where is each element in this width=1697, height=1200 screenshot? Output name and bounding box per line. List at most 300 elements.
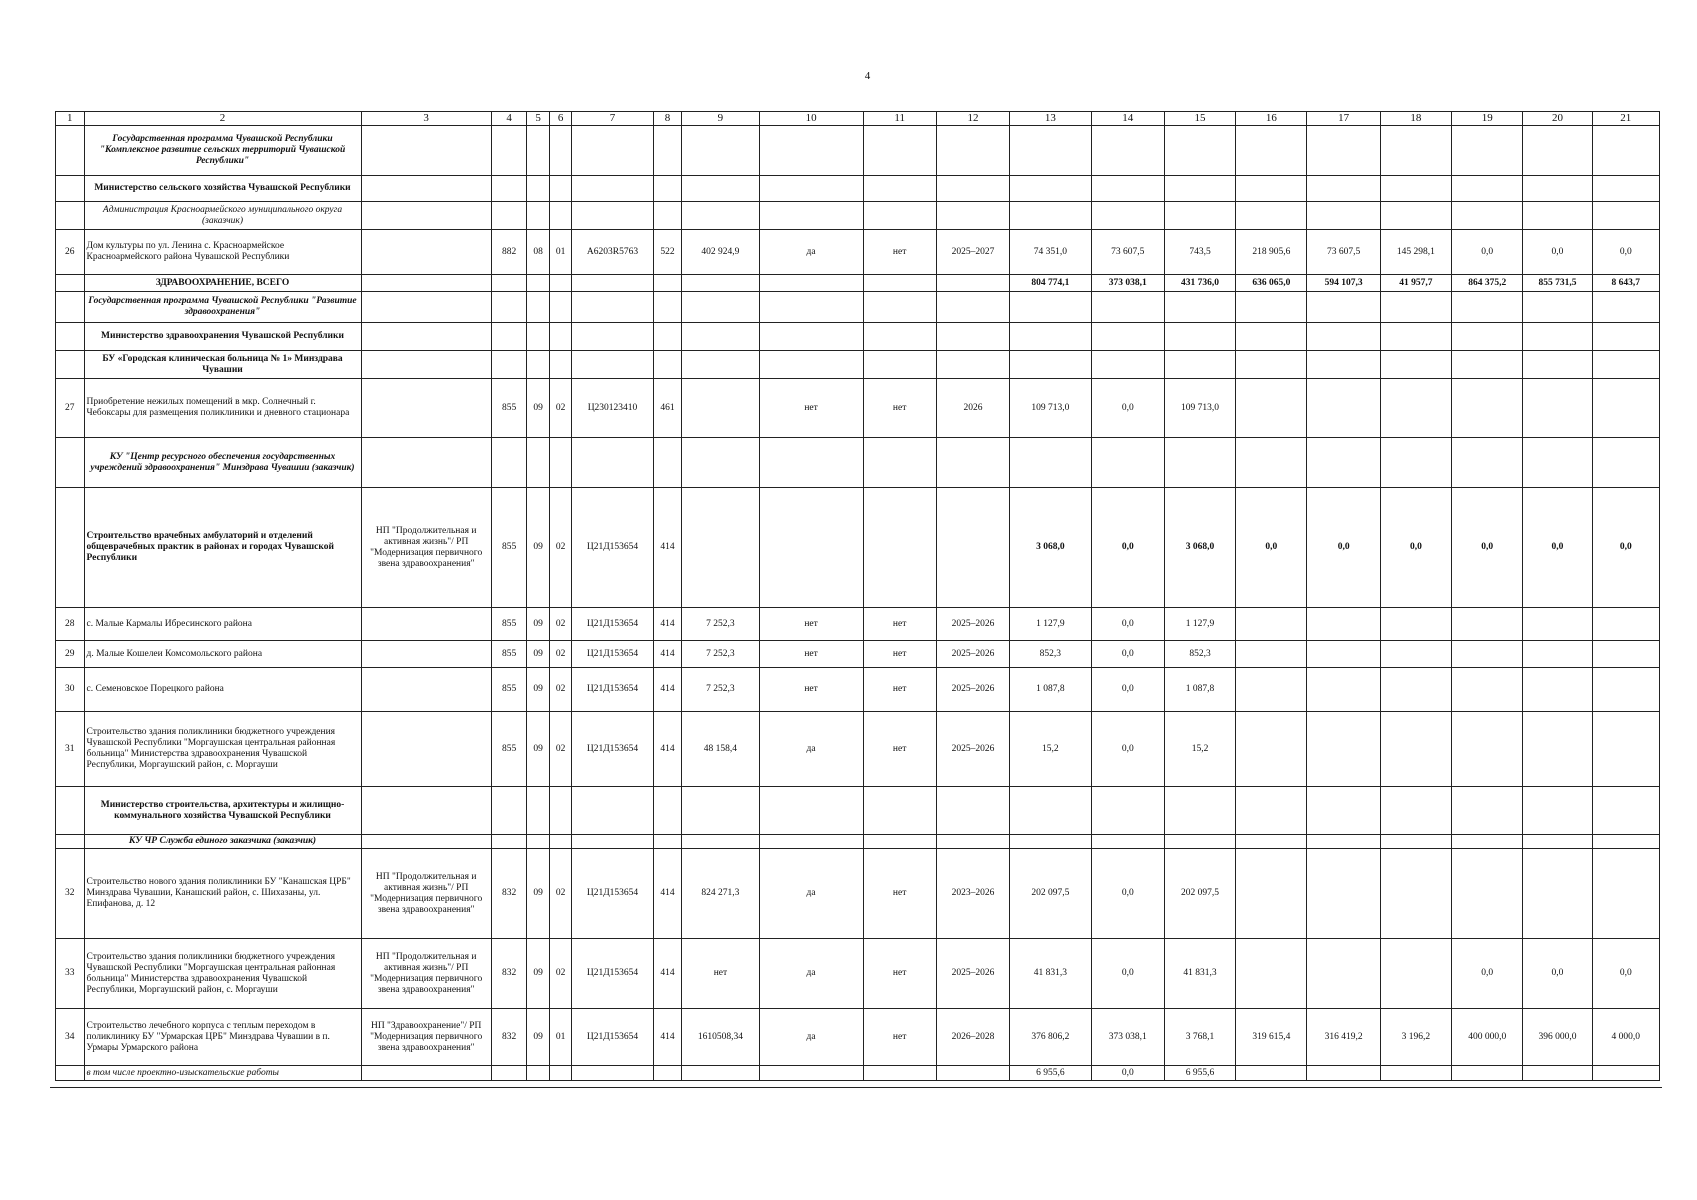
column-number-14: 14 bbox=[1091, 112, 1164, 126]
table-row bbox=[56, 488, 1660, 608]
table-row bbox=[56, 176, 1660, 202]
value-cell-col-18 bbox=[1380, 126, 1451, 176]
value-cell-col-4: 855 bbox=[491, 668, 527, 712]
value-cell-col-21 bbox=[1592, 126, 1659, 176]
row-name-cell: Строительство нового здания поликлиники БУ "Канашская ЦРБ" Минздрава Чувашии, Канашский район, с. Шихазаны, ул. Епифанова, д. 12 bbox=[84, 849, 361, 939]
value-cell-col-13 bbox=[1010, 438, 1091, 488]
value-cell-col-9 bbox=[682, 379, 759, 438]
value-cell-col-19 bbox=[1452, 438, 1523, 488]
value-cell-col-14 bbox=[1091, 323, 1164, 351]
table-row bbox=[56, 379, 1660, 438]
value-cell-col-16: 636 065,0 bbox=[1236, 275, 1307, 292]
value-cell-col-5 bbox=[527, 275, 549, 292]
row-name-cell: Строительство здания поликлиники бюджетного учреждения Чувашской Республики "Моргаушская центральная районная больница" Министерства здравоохранения Чувашской Республики, Моргаушский район, с. Моргауши bbox=[84, 712, 361, 787]
value-cell-col-7: Ц21Д153654 bbox=[572, 668, 653, 712]
value-cell-col-14: 0,0 bbox=[1091, 1066, 1164, 1081]
value-cell-col-17 bbox=[1307, 835, 1380, 849]
value-cell-col-4: 855 bbox=[491, 712, 527, 787]
value-cell-col-21: 0,0 bbox=[1592, 939, 1659, 1009]
value-cell-col-3 bbox=[361, 351, 491, 379]
value-cell-col-11 bbox=[863, 323, 936, 351]
value-cell-col-3 bbox=[361, 668, 491, 712]
value-cell-col-17 bbox=[1307, 176, 1380, 202]
value-cell-col-19 bbox=[1452, 668, 1523, 712]
value-cell-col-8 bbox=[653, 126, 682, 176]
value-cell-col-6 bbox=[549, 275, 571, 292]
value-cell-col-5 bbox=[527, 1066, 549, 1081]
value-cell-col-7 bbox=[572, 835, 653, 849]
value-cell-col-12: 2025–2027 bbox=[936, 230, 1009, 275]
value-cell-col-12 bbox=[936, 1066, 1009, 1081]
value-cell-col-14: 0,0 bbox=[1091, 608, 1164, 641]
value-cell-col-13 bbox=[1010, 835, 1091, 849]
value-cell-col-18 bbox=[1380, 323, 1451, 351]
row-name-cell: д. Малые Кошелеи Комсомольского района bbox=[84, 641, 361, 668]
value-cell-col-13: 3 068,0 bbox=[1010, 488, 1091, 608]
value-cell-col-3 bbox=[361, 608, 491, 641]
value-cell-col-20 bbox=[1523, 641, 1592, 668]
value-cell-col-14 bbox=[1091, 787, 1164, 835]
value-cell-col-13 bbox=[1010, 787, 1091, 835]
value-cell-col-9 bbox=[682, 323, 759, 351]
value-cell-col-8 bbox=[653, 351, 682, 379]
value-cell-col-15: 6 955,6 bbox=[1164, 1066, 1235, 1081]
value-cell-col-13 bbox=[1010, 351, 1091, 379]
row-name-cell: Дом культуры по ул. Ленина с. Красноармейское Красноармейского района Чувашской Республики bbox=[84, 230, 361, 275]
row-name-cell: Государственная программа Чувашской Республики "Комплексное развитие сельских территорий Чувашской Республики" bbox=[84, 126, 361, 176]
value-cell-col-4: 832 bbox=[491, 939, 527, 1009]
value-cell-col-10: да bbox=[759, 230, 863, 275]
value-cell-col-9 bbox=[682, 351, 759, 379]
value-cell-col-10: да bbox=[759, 712, 863, 787]
value-cell-col-21 bbox=[1592, 438, 1659, 488]
value-cell-col-4: 882 bbox=[491, 230, 527, 275]
value-cell-col-19 bbox=[1452, 849, 1523, 939]
value-cell-col-20 bbox=[1523, 351, 1592, 379]
value-cell-col-7: Ц21Д153654 bbox=[572, 641, 653, 668]
value-cell-col-12 bbox=[936, 351, 1009, 379]
value-cell-col-10 bbox=[759, 275, 863, 292]
value-cell-col-13 bbox=[1010, 323, 1091, 351]
value-cell-col-3: НП "Продолжительная и активная жизнь"/ РП "Модернизация первичного звена здравоохранения" bbox=[361, 488, 491, 608]
value-cell-col-19 bbox=[1452, 126, 1523, 176]
value-cell-col-4 bbox=[491, 202, 527, 230]
table-row bbox=[56, 1066, 1660, 1081]
value-cell-col-5 bbox=[527, 787, 549, 835]
table-row bbox=[56, 275, 1660, 292]
column-number-20: 20 bbox=[1523, 112, 1592, 126]
value-cell-col-16 bbox=[1236, 939, 1307, 1009]
value-cell-col-21: 0,0 bbox=[1592, 488, 1659, 608]
row-number-cell: 30 bbox=[56, 668, 85, 712]
value-cell-col-20 bbox=[1523, 787, 1592, 835]
value-cell-col-19 bbox=[1452, 176, 1523, 202]
row-name-cell: Администрация Красноармейского муниципального округа (заказчик) bbox=[84, 202, 361, 230]
value-cell-col-6 bbox=[549, 323, 571, 351]
value-cell-col-17 bbox=[1307, 641, 1380, 668]
row-name-cell: Строительство врачебных амбулаторий и отделений общеврачебных практик в районах и городах Чувашской Республики bbox=[84, 488, 361, 608]
value-cell-col-12: 2026–2028 bbox=[936, 1009, 1009, 1066]
value-cell-col-4 bbox=[491, 438, 527, 488]
value-cell-col-3 bbox=[361, 438, 491, 488]
value-cell-col-18 bbox=[1380, 849, 1451, 939]
row-name-cell: Министерство сельского хозяйства Чувашской Республики bbox=[84, 176, 361, 202]
value-cell-col-4 bbox=[491, 126, 527, 176]
value-cell-col-6: 02 bbox=[549, 641, 571, 668]
value-cell-col-3: НП "Продолжительная и активная жизнь"/ РП "Модернизация первичного звена здравоохранения" bbox=[361, 849, 491, 939]
value-cell-col-11: нет bbox=[863, 668, 936, 712]
row-number-cell bbox=[56, 438, 85, 488]
value-cell-col-9: 7 252,3 bbox=[682, 641, 759, 668]
value-cell-col-20 bbox=[1523, 126, 1592, 176]
value-cell-col-11 bbox=[863, 835, 936, 849]
value-cell-col-9 bbox=[682, 488, 759, 608]
value-cell-col-15: 743,5 bbox=[1164, 230, 1235, 275]
value-cell-col-9: 7 252,3 bbox=[682, 608, 759, 641]
row-number-cell bbox=[56, 323, 85, 351]
table-row bbox=[56, 323, 1660, 351]
value-cell-col-7 bbox=[572, 1066, 653, 1081]
value-cell-col-18 bbox=[1380, 176, 1451, 202]
value-cell-col-13: 804 774,1 bbox=[1010, 275, 1091, 292]
value-cell-col-18 bbox=[1380, 202, 1451, 230]
value-cell-col-9: нет bbox=[682, 939, 759, 1009]
value-cell-col-6 bbox=[549, 126, 571, 176]
value-cell-col-12: 2025–2026 bbox=[936, 668, 1009, 712]
value-cell-col-10 bbox=[759, 787, 863, 835]
value-cell-col-4: 832 bbox=[491, 1009, 527, 1066]
value-cell-col-5: 09 bbox=[527, 608, 549, 641]
table-row bbox=[56, 668, 1660, 712]
value-cell-col-18: 145 298,1 bbox=[1380, 230, 1451, 275]
value-cell-col-12: 2025–2026 bbox=[936, 641, 1009, 668]
value-cell-col-9 bbox=[682, 787, 759, 835]
value-cell-col-17 bbox=[1307, 608, 1380, 641]
value-cell-col-16 bbox=[1236, 712, 1307, 787]
column-number-4: 4 bbox=[491, 112, 527, 126]
value-cell-col-12 bbox=[936, 787, 1009, 835]
value-cell-col-5: 09 bbox=[527, 712, 549, 787]
value-cell-col-16 bbox=[1236, 835, 1307, 849]
table-row bbox=[56, 641, 1660, 668]
row-number-cell: 32 bbox=[56, 849, 85, 939]
value-cell-col-16: 0,0 bbox=[1236, 488, 1307, 608]
value-cell-col-5 bbox=[527, 438, 549, 488]
value-cell-col-7: Ц21Д153654 bbox=[572, 712, 653, 787]
value-cell-col-10 bbox=[759, 202, 863, 230]
value-cell-col-3 bbox=[361, 292, 491, 323]
value-cell-col-8 bbox=[653, 323, 682, 351]
value-cell-col-8: 414 bbox=[653, 849, 682, 939]
table-row bbox=[56, 351, 1660, 379]
value-cell-col-17 bbox=[1307, 379, 1380, 438]
value-cell-col-11: нет bbox=[863, 939, 936, 1009]
value-cell-col-8 bbox=[653, 835, 682, 849]
value-cell-col-13: 376 806,2 bbox=[1010, 1009, 1091, 1066]
value-cell-col-19 bbox=[1452, 379, 1523, 438]
value-cell-col-13: 15,2 bbox=[1010, 712, 1091, 787]
value-cell-col-4: 855 bbox=[491, 488, 527, 608]
value-cell-col-11: нет bbox=[863, 1009, 936, 1066]
value-cell-col-16 bbox=[1236, 176, 1307, 202]
value-cell-col-8 bbox=[653, 1066, 682, 1081]
value-cell-col-14: 0,0 bbox=[1091, 849, 1164, 939]
value-cell-col-8: 414 bbox=[653, 608, 682, 641]
value-cell-col-19: 0,0 bbox=[1452, 939, 1523, 1009]
value-cell-col-7: А6203R5763 bbox=[572, 230, 653, 275]
value-cell-col-17 bbox=[1307, 787, 1380, 835]
value-cell-col-8 bbox=[653, 176, 682, 202]
value-cell-col-15 bbox=[1164, 202, 1235, 230]
value-cell-col-13: 41 831,3 bbox=[1010, 939, 1091, 1009]
value-cell-col-19: 864 375,2 bbox=[1452, 275, 1523, 292]
value-cell-col-14: 0,0 bbox=[1091, 668, 1164, 712]
value-cell-col-3: НП "Здравоохранение"/ РП "Модернизация первичного звена здравоохранения" bbox=[361, 1009, 491, 1066]
table-row bbox=[56, 608, 1660, 641]
value-cell-col-21: 0,0 bbox=[1592, 230, 1659, 275]
value-cell-col-15: 852,3 bbox=[1164, 641, 1235, 668]
value-cell-col-8 bbox=[653, 275, 682, 292]
value-cell-col-6: 01 bbox=[549, 1009, 571, 1066]
bottom-rule bbox=[50, 1087, 1662, 1088]
row-number-cell: 34 bbox=[56, 1009, 85, 1066]
value-cell-col-3 bbox=[361, 126, 491, 176]
value-cell-col-12 bbox=[936, 126, 1009, 176]
value-cell-col-10: да bbox=[759, 849, 863, 939]
row-name-cell: Строительство здания поликлиники бюджетного учреждения Чувашской Республики "Моргаушская центральная районная больница" Министерства здравоохранения Чувашской Республики, Моргаушский район, с. Моргауши bbox=[84, 939, 361, 1009]
table-row bbox=[56, 835, 1660, 849]
value-cell-col-10 bbox=[759, 488, 863, 608]
value-cell-col-8 bbox=[653, 787, 682, 835]
value-cell-col-7: Ц21Д153654 bbox=[572, 1009, 653, 1066]
table-row bbox=[56, 1009, 1660, 1066]
value-cell-col-5 bbox=[527, 323, 549, 351]
value-cell-col-15: 202 097,5 bbox=[1164, 849, 1235, 939]
value-cell-col-19 bbox=[1452, 712, 1523, 787]
value-cell-col-14 bbox=[1091, 292, 1164, 323]
value-cell-col-3 bbox=[361, 1066, 491, 1081]
value-cell-col-14 bbox=[1091, 438, 1164, 488]
value-cell-col-14 bbox=[1091, 351, 1164, 379]
value-cell-col-19 bbox=[1452, 1066, 1523, 1081]
value-cell-col-11 bbox=[863, 126, 936, 176]
value-cell-col-3 bbox=[361, 835, 491, 849]
column-number-1: 1 bbox=[56, 112, 85, 126]
value-cell-col-19 bbox=[1452, 787, 1523, 835]
value-cell-col-4 bbox=[491, 323, 527, 351]
value-cell-col-21 bbox=[1592, 641, 1659, 668]
value-cell-col-6: 02 bbox=[549, 608, 571, 641]
value-cell-col-7: Ц21Д153654 bbox=[572, 849, 653, 939]
table-row bbox=[56, 849, 1660, 939]
value-cell-col-20 bbox=[1523, 323, 1592, 351]
value-cell-col-9 bbox=[682, 126, 759, 176]
value-cell-col-10: нет bbox=[759, 668, 863, 712]
row-name-cell: БУ «Городская клиническая больница № 1» Минздрава Чувашии bbox=[84, 351, 361, 379]
value-cell-col-9: 48 158,4 bbox=[682, 712, 759, 787]
value-cell-col-5 bbox=[527, 292, 549, 323]
value-cell-col-18 bbox=[1380, 1066, 1451, 1081]
value-cell-col-15 bbox=[1164, 176, 1235, 202]
value-cell-col-20 bbox=[1523, 849, 1592, 939]
value-cell-col-15 bbox=[1164, 787, 1235, 835]
value-cell-col-11 bbox=[863, 176, 936, 202]
value-cell-col-11 bbox=[863, 488, 936, 608]
value-cell-col-7 bbox=[572, 323, 653, 351]
row-number-cell bbox=[56, 292, 85, 323]
value-cell-col-16 bbox=[1236, 126, 1307, 176]
value-cell-col-19: 0,0 bbox=[1452, 488, 1523, 608]
value-cell-col-6: 02 bbox=[549, 939, 571, 1009]
value-cell-col-18 bbox=[1380, 712, 1451, 787]
value-cell-col-16 bbox=[1236, 668, 1307, 712]
value-cell-col-21 bbox=[1592, 712, 1659, 787]
row-name-cell: Министерство строительства, архитектуры и жилищно-коммунального хозяйства Чувашской Республики bbox=[84, 787, 361, 835]
table-row bbox=[56, 230, 1660, 275]
value-cell-col-18: 41 957,7 bbox=[1380, 275, 1451, 292]
value-cell-col-15 bbox=[1164, 323, 1235, 351]
value-cell-col-16 bbox=[1236, 202, 1307, 230]
value-cell-col-10: да bbox=[759, 1009, 863, 1066]
value-cell-col-19 bbox=[1452, 835, 1523, 849]
value-cell-col-3 bbox=[361, 230, 491, 275]
table-row bbox=[56, 126, 1660, 176]
value-cell-col-4: 855 bbox=[491, 641, 527, 668]
row-number-cell: 27 bbox=[56, 379, 85, 438]
value-cell-col-8: 414 bbox=[653, 712, 682, 787]
value-cell-col-21 bbox=[1592, 379, 1659, 438]
value-cell-col-7 bbox=[572, 202, 653, 230]
value-cell-col-19: 0,0 bbox=[1452, 230, 1523, 275]
value-cell-col-14 bbox=[1091, 176, 1164, 202]
value-cell-col-12: 2025–2026 bbox=[936, 712, 1009, 787]
column-number-7: 7 bbox=[572, 112, 653, 126]
row-number-cell bbox=[56, 202, 85, 230]
value-cell-col-9 bbox=[682, 438, 759, 488]
value-cell-col-4 bbox=[491, 176, 527, 202]
value-cell-col-10 bbox=[759, 438, 863, 488]
value-cell-col-16: 319 615,4 bbox=[1236, 1009, 1307, 1066]
value-cell-col-16 bbox=[1236, 438, 1307, 488]
value-cell-col-12: 2025–2026 bbox=[936, 608, 1009, 641]
value-cell-col-17: 73 607,5 bbox=[1307, 230, 1380, 275]
value-cell-col-15 bbox=[1164, 835, 1235, 849]
value-cell-col-19: 400 000,0 bbox=[1452, 1009, 1523, 1066]
value-cell-col-17 bbox=[1307, 849, 1380, 939]
value-cell-col-12 bbox=[936, 292, 1009, 323]
value-cell-col-17 bbox=[1307, 351, 1380, 379]
value-cell-col-15 bbox=[1164, 292, 1235, 323]
column-number-17: 17 bbox=[1307, 112, 1380, 126]
column-number-row bbox=[56, 112, 1660, 126]
value-cell-col-9: 824 271,3 bbox=[682, 849, 759, 939]
column-number-3: 3 bbox=[361, 112, 491, 126]
value-cell-col-18 bbox=[1380, 939, 1451, 1009]
value-cell-col-5 bbox=[527, 351, 549, 379]
column-number-15: 15 bbox=[1164, 112, 1235, 126]
value-cell-col-12: 2023–2026 bbox=[936, 849, 1009, 939]
value-cell-col-21 bbox=[1592, 351, 1659, 379]
column-number-16: 16 bbox=[1236, 112, 1307, 126]
value-cell-col-21 bbox=[1592, 787, 1659, 835]
value-cell-col-16: 218 905,6 bbox=[1236, 230, 1307, 275]
value-cell-col-13: 852,3 bbox=[1010, 641, 1091, 668]
value-cell-col-20 bbox=[1523, 176, 1592, 202]
column-number-12: 12 bbox=[936, 112, 1009, 126]
value-cell-col-13: 202 097,5 bbox=[1010, 849, 1091, 939]
value-cell-col-11: нет bbox=[863, 379, 936, 438]
row-number-cell bbox=[56, 488, 85, 608]
value-cell-col-5: 09 bbox=[527, 849, 549, 939]
value-cell-col-20 bbox=[1523, 292, 1592, 323]
value-cell-col-9 bbox=[682, 202, 759, 230]
value-cell-col-11: нет bbox=[863, 608, 936, 641]
value-cell-col-12 bbox=[936, 275, 1009, 292]
value-cell-col-14: 73 607,5 bbox=[1091, 230, 1164, 275]
value-cell-col-11 bbox=[863, 292, 936, 323]
value-cell-col-9 bbox=[682, 835, 759, 849]
value-cell-col-15: 3 768,1 bbox=[1164, 1009, 1235, 1066]
value-cell-col-14: 373 038,1 bbox=[1091, 1009, 1164, 1066]
row-name-cell: Министерство здравоохранения Чувашской Республики bbox=[84, 323, 361, 351]
value-cell-col-10 bbox=[759, 176, 863, 202]
value-cell-col-19 bbox=[1452, 641, 1523, 668]
value-cell-col-15 bbox=[1164, 126, 1235, 176]
value-cell-col-8: 414 bbox=[653, 668, 682, 712]
value-cell-col-7: Ц21Д153654 bbox=[572, 939, 653, 1009]
value-cell-col-15: 109 713,0 bbox=[1164, 379, 1235, 438]
column-number-18: 18 bbox=[1380, 112, 1451, 126]
value-cell-col-13 bbox=[1010, 292, 1091, 323]
value-cell-col-20 bbox=[1523, 379, 1592, 438]
value-cell-col-10 bbox=[759, 323, 863, 351]
row-name-cell: с. Семеновское Порецкого района bbox=[84, 668, 361, 712]
value-cell-col-21 bbox=[1592, 1066, 1659, 1081]
value-cell-col-11: нет bbox=[863, 230, 936, 275]
value-cell-col-15: 431 736,0 bbox=[1164, 275, 1235, 292]
value-cell-col-18: 3 196,2 bbox=[1380, 1009, 1451, 1066]
value-cell-col-17 bbox=[1307, 939, 1380, 1009]
value-cell-col-6: 01 bbox=[549, 230, 571, 275]
row-number-cell: 26 bbox=[56, 230, 85, 275]
value-cell-col-16 bbox=[1236, 608, 1307, 641]
table-row bbox=[56, 787, 1660, 835]
value-cell-col-20 bbox=[1523, 1066, 1592, 1081]
value-cell-col-17 bbox=[1307, 712, 1380, 787]
value-cell-col-21 bbox=[1592, 835, 1659, 849]
column-number-19: 19 bbox=[1452, 112, 1523, 126]
value-cell-col-12: 2026 bbox=[936, 379, 1009, 438]
column-number-8: 8 bbox=[653, 112, 682, 126]
value-cell-col-20: 396 000,0 bbox=[1523, 1009, 1592, 1066]
row-number-cell bbox=[56, 787, 85, 835]
value-cell-col-14: 0,0 bbox=[1091, 712, 1164, 787]
value-cell-col-20: 855 731,5 bbox=[1523, 275, 1592, 292]
value-cell-col-12 bbox=[936, 488, 1009, 608]
value-cell-col-3 bbox=[361, 275, 491, 292]
value-cell-col-3 bbox=[361, 202, 491, 230]
value-cell-col-5 bbox=[527, 176, 549, 202]
column-number-13: 13 bbox=[1010, 112, 1091, 126]
value-cell-col-18 bbox=[1380, 351, 1451, 379]
value-cell-col-16 bbox=[1236, 292, 1307, 323]
value-cell-col-17 bbox=[1307, 202, 1380, 230]
value-cell-col-5 bbox=[527, 202, 549, 230]
value-cell-col-4 bbox=[491, 1066, 527, 1081]
value-cell-col-7: Ц21Д153654 bbox=[572, 608, 653, 641]
value-cell-col-7 bbox=[572, 176, 653, 202]
value-cell-col-18: 0,0 bbox=[1380, 488, 1451, 608]
